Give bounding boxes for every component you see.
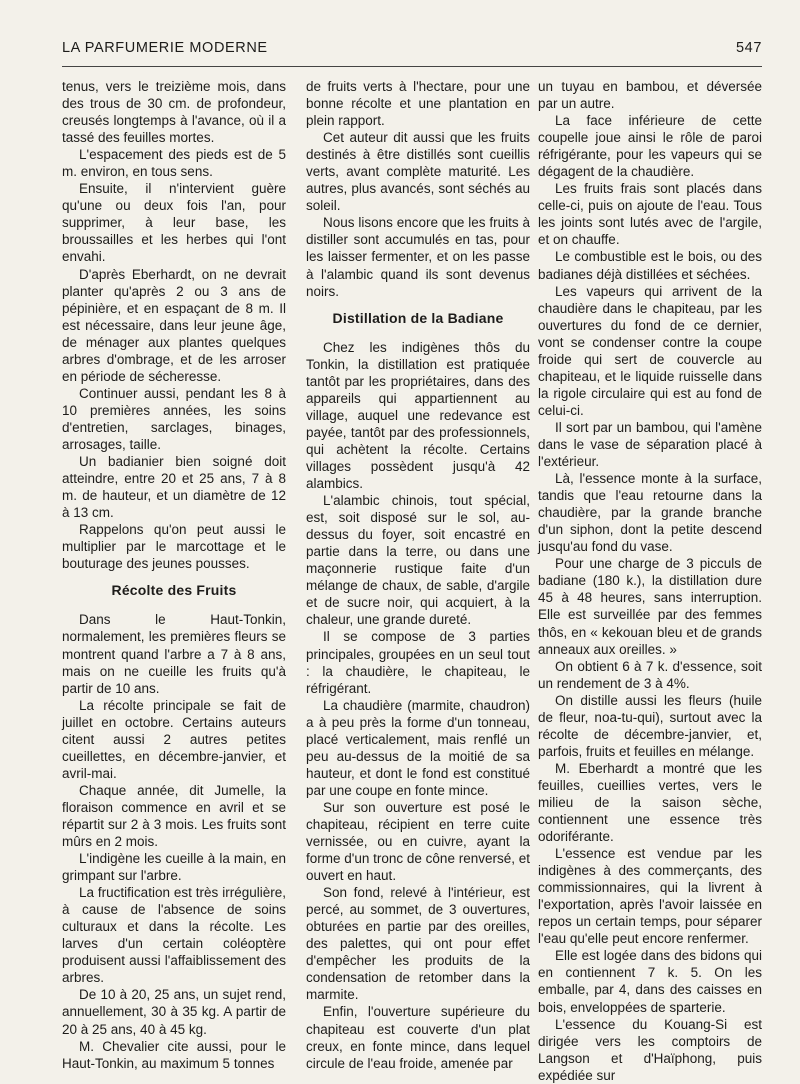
paragraph: La récolte principale se fait de juillet en octobre. Certains auteurs citent aussi 2 autres petites cueillettes, en décembre-janvier, et avril-mai. xyxy=(62,697,286,781)
running-header xyxy=(62,40,762,62)
paragraph: Sur son ouverture est posé le chapiteau, récipient en terre cuite vernissée, ou en cuivre, ayant la forme d'un tronc de cône renversé, et ouvert en haut. xyxy=(306,799,530,884)
paragraph: L'indigène les cueille à la main, en grimpant sur l'arbre. xyxy=(62,851,286,884)
paragraph: L'espacement des pieds est de 5 m. environ, en tous sens. xyxy=(62,147,286,180)
paragraph: Il sort par un bambou, qui l'amène dans le vase de séparation placé à l'extérieur. xyxy=(538,419,762,470)
paragraph: Les vapeurs qui arrivent de la chaudière dans le chapiteau, par les ouvertures du fond de ce dernier, vont se condenser contre la coupe froide qui sert de couvercle au chapiteau, et le liquide ruisselle dans la rigole circulaire qui est au fond de celui-ci. xyxy=(538,283,762,418)
paragraph: Dans le Haut-Tonkin, normalement, les premières fleurs se montrent quand l'arbre a 7 à 8 ans, mais on ne cueille les fruits qu'à partir de 10 ans. xyxy=(62,612,286,696)
paragraph: Ensuite, il n'intervient guère qu'une ou deux fois l'an, pour supprimer, à leur base, les broussailles et les herbes qui l'ont envahi. xyxy=(62,181,286,265)
paragraph: Il se compose de 3 parties principales, groupées en un seul tout : la chaudière, le chapiteau, le réfrigérant. xyxy=(306,629,530,696)
paragraph: L'alambic chinois, tout spécial, est, soit disposé sur le sol, au-dessus du foyer, soit encastré en partie dans la terre, ou dans une maçonnerie rustique faite d'un mélange de chaux, de sable, d'argile et de sucre noir, qui acquiert, à la chaleur, une grande dureté. xyxy=(306,493,530,628)
section-heading: Distillation de la Badiane xyxy=(332,309,504,326)
text-column-3 xyxy=(538,78,762,1084)
paragraph: Chaque année, dit Jumelle, la floraison commence en avril et se répartit sur 2 à 3 mois. Les fruits sont mûrs en 2 mois. xyxy=(62,782,286,850)
paragraph: Son fond, relevé à l'intérieur, est percé, au sommet, de 3 ouvertures, obturées en partie par des oreilles, des palettes, qui ont pour effet d'empêcher les produits de la condensation de retomber dans la marmite. xyxy=(306,885,530,1003)
paragraph: Elle est logée dans des bidons qui en contiennent 7 k. 5. On les emballe, par 4, dans des caisses en bois, enveloppées de sparterie. xyxy=(538,948,762,1015)
paragraph: Là, l'essence monte à la surface, tandis que l'eau retourne dans la chaudière, par la grande branche d'un siphon, dont la petite descend jusqu'au fond du vase. xyxy=(538,471,762,555)
paragraph: On distille aussi les fleurs (huile de fleur, noa-tu-qui), surtout avec la récolte de décembre-janvier, et, parfois, fruits et feuilles en mélange. xyxy=(538,692,762,759)
paragraph: Rappelons qu'on peut aussi le multiplier par le marcottage et le bouturage des jeunes pousses. xyxy=(62,522,286,572)
page-number: 547 xyxy=(736,40,762,56)
running-title: LA PARFUMERIE MODERNE xyxy=(62,40,268,56)
header-rule xyxy=(62,66,762,67)
paragraph: M. Chevalier cite aussi, pour le Haut-Tonkin, au maximum 5 tonnes xyxy=(62,1038,286,1071)
paragraph: tenus, vers le treizième mois, dans des trous de 30 cm. de profondeur, creusés longtemps à l'avance, où il a tassé des feuilles mortes. xyxy=(62,79,286,146)
paragraph: Nous lisons encore que les fruits à distiller sont accumulés en tas, pour les laisser fermenter, et on les passe à l'alambic quand ils sont devenus noirs. xyxy=(306,215,530,299)
paragraph: Chez les indigènes thôs du Tonkin, la distillation est pratiquée tantôt par les propriétaires, dans des appareils qui appartiennent au village, auquel une redevance est payée, tantôt par des professionnels, qui achètent la récolte. Certains villages possèdent jusqu'à 42 alambics. xyxy=(306,339,530,492)
paragraph: Pour une charge de 3 picculs de badiane (180 k.), la distillation dure 45 à 48 heures, sans interruption. Elle est surveillée par des femmes thôs, en « kekouan bleu et de grands anneaux aux oreilles. » xyxy=(538,556,762,657)
paragraph: L'essence du Kouang-Si est dirigée vers les comptoirs de Langson et d'Haïphong, puis expédiée sur xyxy=(538,1016,762,1083)
paragraph: Enfin, l'ouverture supérieure du chapiteau est couverte d'un plat creux, en fonte mince, dans lequel circule de l'eau froide, amenée par xyxy=(306,1004,530,1071)
text-column-2 xyxy=(306,78,530,1072)
section-heading: Récolte des Fruits xyxy=(111,582,237,599)
paragraph: Un badianier bien soigné doit atteindre, entre 20 et 25 ans, 7 à 8 m. de hauteur, et un diamètre de 12 à 13 cm. xyxy=(62,454,286,521)
paragraph: un tuyau en bambou, et déversée par un autre. xyxy=(538,79,762,112)
paragraph: Les fruits frais sont placés dans celle-ci, puis on ajoute de l'eau. Tous les joints sont lutés avec de l'argile, et on chauffe. xyxy=(538,181,762,248)
paragraph: M. Eberhardt a montré que les feuilles, cueillies vertes, vers le milieu de la saison sèche, contiennent une essence très odoriférante. xyxy=(538,760,762,845)
paragraph: La face inférieure de cette coupelle joue ainsi le rôle de paroi réfrigérante, pour les vapeurs qui se dégagent de la chaudière. xyxy=(538,113,762,180)
paragraph: de fruits verts à l'hectare, pour une bonne récolte et une plantation en plein rapport. xyxy=(306,79,530,129)
text-column-1 xyxy=(62,78,286,1072)
paragraph: La chaudière (marmite, chaudron) a à peu près la forme d'un tonneau, placé verticalement, mais renflé un peu au-dessus de la moitié de sa hauteur, et dont le fond est constitué par une coupe en fonte mince. xyxy=(306,697,530,798)
paragraph: Cet auteur dit aussi que les fruits destinés à être distillés sont cueillis verts, avant complète maturité. Les autres, plus avancés, sont séchés au soleil. xyxy=(306,130,530,214)
paragraph: L'essence est vendue par les indigènes à des commerçants, des commissionnaires, qui la livrent à l'exportation, après l'avoir laissée en repos un certain temps, pour séparer l'eau qu'elle peut encore renfermer. xyxy=(538,846,762,947)
paragraph: De 10 à 20, 25 ans, un sujet rend, annuellement, 30 à 35 kg. A partir de 20 à 25 ans, 40 à 45 kg. xyxy=(62,987,286,1037)
paragraph: On obtient 6 à 7 k. d'essence, soit un rendement de 3 à 4%. xyxy=(538,658,762,691)
paragraph: La fructification est très irrégulière, à cause de l'absence de soins culturaux et dans la récolte. Les larves d'un certain coléoptère produisent aussi l'affaiblissement des arbres. xyxy=(62,885,286,986)
paragraph: D'après Eberhardt, on ne devrait planter qu'après 2 ou 3 ans de pépinière, et en espaçant de 8 m. Il est nécessaire, dans leur jeune âge, de ménager aux plantes quelques arbres d'ombrage, et de les arroser en période de sécheresse. xyxy=(62,266,286,384)
paragraph: Continuer aussi, pendant les 8 à 10 premières années, les soins d'entretien, sarclages, binages, arrosages, taille. xyxy=(62,385,286,452)
paragraph: Le combustible est le bois, ou des badianes déjà distillées et séchées. xyxy=(538,249,762,282)
